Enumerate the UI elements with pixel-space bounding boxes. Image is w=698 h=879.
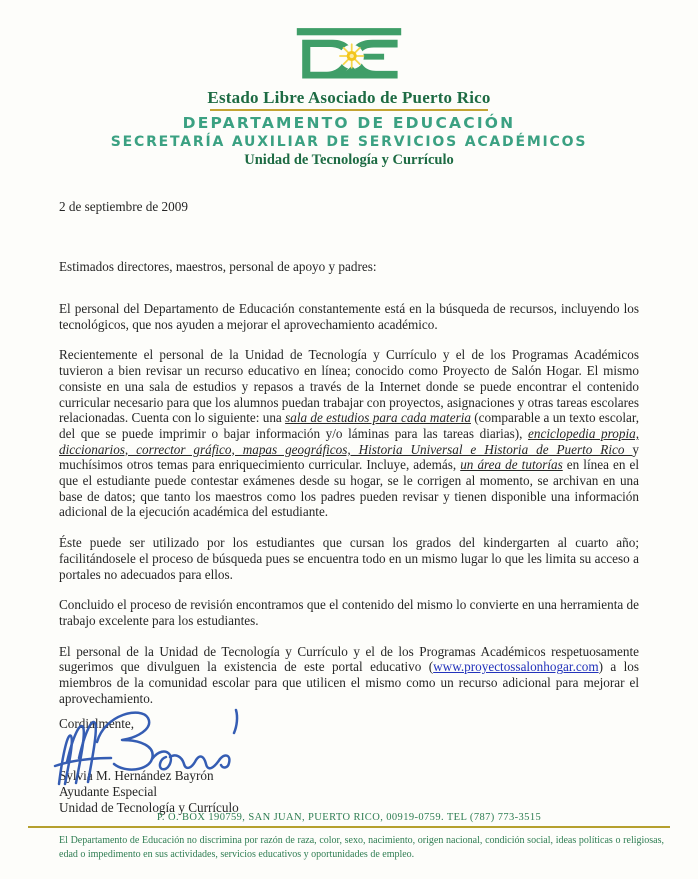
paragraph bbox=[59, 347, 639, 520]
text-run: Éste puede ser utilizado por los estudiantes que cursan los grados del kindergarten al cuarto año; facilitándosele el proceso de búsqueda pues se encuentra todo en un mismo lugar lo que les limita su acceso a portales no adecuados para ellos. bbox=[59, 535, 639, 582]
org-name-commonwealth: Estado Libre Asociado de Puerto Rico bbox=[207, 88, 491, 107]
letter-content bbox=[0, 199, 698, 816]
signer-title: Ayudante Especial bbox=[59, 784, 158, 800]
footer-address: P. O. BOX 190759, SAN JUAN, PUERTO RICO, 00919-0759. TEL (787) 773-3515 bbox=[156, 812, 542, 823]
signer-name: Sylvia M. Hernández Bayrón bbox=[59, 768, 214, 784]
org-name-secretariat: SECRETARÍA AUXILIAR DE SERVICIOS ACADÉMICOS bbox=[110, 134, 588, 150]
paragraph bbox=[59, 301, 639, 332]
de-sun-logo-icon bbox=[295, 28, 403, 84]
text-run: y muchísimos otros temas para enriquecimiento curricular. Incluye, además, bbox=[59, 441, 639, 473]
signer-unit: Unidad de Tecnología y Currículo bbox=[59, 800, 239, 816]
emphasized-phrase: un área de tutorías bbox=[460, 457, 563, 473]
org-name-unit: Unidad de Tecnología y Currículo bbox=[244, 152, 454, 168]
text-run: (comparable a un texto escolar, del que se puede imprimir o bajar información y/o láminas para las tareas diarias), bbox=[59, 410, 640, 441]
portal-url-link[interactable]: www.proyectossalonhogar.com bbox=[433, 659, 599, 675]
emphasized-phrase: sala de estudios para cada materia bbox=[285, 410, 471, 426]
org-name-department: DEPARTAMENTO DE EDUCACIÓN bbox=[182, 114, 516, 132]
paragraph bbox=[59, 535, 639, 582]
department-logo bbox=[0, 28, 698, 84]
footer-disclaimer: El Departamento de Educación no discrimina por razón de raza, color, sexo, nacimiento, origen nacional, condición social, ideas políticas o religiosas, edad o impedimento en sus actividades, servicios educativos y oportunidades de empleo. bbox=[59, 835, 664, 860]
letterhead bbox=[0, 0, 698, 169]
signer-block bbox=[59, 768, 639, 816]
header-gold-underline bbox=[210, 109, 488, 111]
text-run: en línea en el que el estudiante puede contestar exámenes desde su hogar, se le corrigen al momento, se archivan en una base de datos; que tanto los maestros como los padres pueden revisar y tienen disponible una información adicional de la ejecución académica del estudiante. bbox=[59, 457, 639, 520]
letter-date: 2 de septiembre de 2009 bbox=[59, 199, 188, 214]
paragraph bbox=[59, 644, 639, 707]
text-run: Recientemente el personal de la Unidad de Tecnología y Currículo y el de los Programas Académicos tuvieron a bien revisar un recurso educativo en línea; conocido como Proyecto de Salón Hogar. El mismo consiste en una sala de estudios y repasos a través de la Internet donde se puede encontrar el contenido curricular necesario para que los alumnos puedan trabajar con proyectos, asignaciones y otras tareas escolares relacionadas. Cuenta con lo siguiente: una bbox=[59, 347, 639, 426]
text-run: El personal del Departamento de Educación constantemente está en la búsqueda de recursos, incluyendo los tecnológicos, que nos ayuden a mejorar el aprovechamiento académico. bbox=[59, 301, 639, 332]
text-run: ) a los miembros de la comunidad escolar para que utilicen el mismo como un recurso adicional para mejorar el aprovechamiento. bbox=[59, 659, 639, 706]
letter-body bbox=[59, 301, 639, 706]
closing-line: Cordialmente, bbox=[59, 716, 135, 732]
footer-gold-rule bbox=[28, 826, 670, 828]
text-run: Concluido el proceso de revisión encontramos que el contenido del mismo lo convierte en una herramienta de trabajo excelente para los estudiantes. bbox=[59, 597, 639, 628]
text-run: El personal de la Unidad de Tecnología y Currículo y el de los Programas Académicos respetuosamente sugerimos que divulguen la existencia de este portal educativo ( bbox=[59, 643, 639, 675]
page-footer bbox=[0, 812, 698, 861]
paragraph bbox=[59, 597, 639, 628]
salutation: Estimados directores, maestros, personal de apoyo y padres: bbox=[59, 259, 377, 274]
emphasized-phrase: enciclopedia propia, diccionarios, corrector gráfico, mapas geográficos, Historia Universal e Historia de Puerto Rico bbox=[59, 425, 639, 457]
